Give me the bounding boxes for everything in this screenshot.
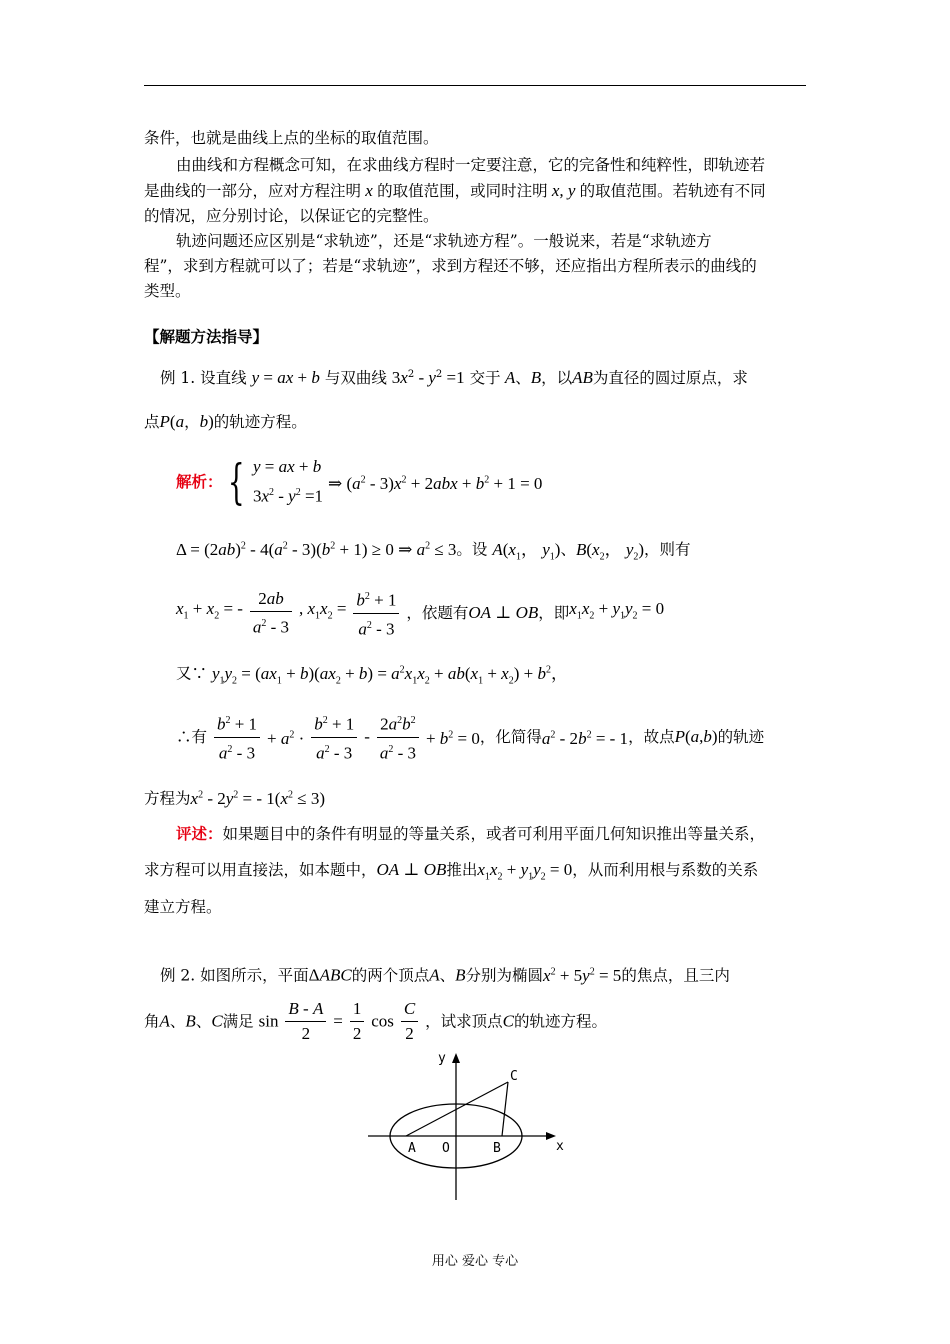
paragraph-line: 条件，也就是曲线上点的坐标的取值范围。 [144, 129, 439, 147]
section-heading: 【解题方法指导】 [144, 327, 269, 346]
x-axis-arrow [546, 1132, 556, 1140]
answer-line: 方程为$x^2 - 2y^2$ = - $1(x^2 \le 3)$ [144, 788, 325, 808]
comment-label: 评述： [176, 824, 223, 843]
label-b: B [493, 1141, 501, 1156]
label-c: C [510, 1069, 518, 1084]
label-a: A [408, 1141, 416, 1156]
example-2-statement-cont: 角A、B、C满足 sin $\frac{B - A}{2}$ = $\frac{1}{2}$ cos $\frac{C}{2}$ ，试求顶点C的轨迹方程。 [144, 999, 608, 1043]
comment-line: 评述：如果题目中的条件有明显的等量关系，或者可利用平面几何知识推出等量关系， [176, 824, 766, 843]
comment-line: 求方程可以用直接法，如本题中，OA ⊥ OB推出$x_1x_2 + y_1y_2 = 0$，从而利用根与系数的关系 [144, 860, 759, 883]
vieta-line: $x_1 + x_2$ = - $\frac{2ab}{a^2 - 3}$ , $x_1x_2$ = $\frac{b^2 + 1}{a^2 - 3}$ ，依题有OA ⊥ OB，即$x_1x_2 + y_1y_2 = 0$ [176, 586, 664, 638]
product-line: 又∵ $y_1y_2 = (ax_1 + b)(ax_2 + b) = a^2x_1x_2 + ab(x_1 + x_2) + b^2$， [176, 663, 568, 687]
paragraph-line: 由曲线和方程概念可知，在求曲线方程时一定要注意，它的完备性和纯粹性，即轨迹若 [176, 156, 766, 174]
example-1-statement-cont: 点P(a，b)的轨迹方程。 [144, 412, 307, 431]
analysis-system: 解析： { y = ax + b $3x^2 - y^2 =1$ ⇒ $(a^2 - 3)x^2 + 2abx + b^2 + 1 = 0$ [176, 453, 543, 510]
side-bc [502, 1082, 508, 1136]
footer: 用心 爱心 专心 [431, 1254, 519, 1269]
example-2-statement: 例 2. 如图所示，平面ΔABC的两个顶点A、B分别为椭圆$x^2 + 5y^2 = 5$的焦点，且三内 [160, 965, 730, 985]
comment-line: 建立方程。 [144, 898, 222, 916]
y-axis-arrow [452, 1053, 460, 1063]
label-x: x [556, 1139, 564, 1154]
example-1-statement: 例 1. 设直线 y = ax + b 与双曲线 $3x^2 - y^2 =1$ 交于 A、B，以AB为直径的圆过原点，求 [160, 368, 748, 388]
ellipse-figure [360, 1050, 580, 1210]
therefore-line: ∴有 $\frac{b^2 + 1}{a^2 - 3}$ + $a^2$ · $\frac{b^2 + 1}{a^2 - 3}$ - $\frac{2a^2b^2}{a^2 - 3}$ + $b^2 = 0$，化简得$a^2 - 2b^2$ = - 1，故点P(a,b)的轨迹 [176, 710, 764, 762]
paragraph-line: 的情况，应分别讨论，以保证它的完整性。 [144, 207, 439, 225]
paragraph-line: 类型。 [144, 282, 191, 300]
paragraph-line: 是曲线的一部分，应对方程注明 x 的取值范围，或同时注明 x, y 的取值范围。若轨迹有不同 [144, 181, 766, 200]
paragraph-line: 程”，求到方程就可以了；若是“求轨迹”，求到方程还不够，还应指出方程所表示的曲线的 [144, 257, 757, 275]
label-o: O [442, 1141, 450, 1156]
label-y: y [438, 1051, 446, 1066]
delta-line: $\Delta = (2ab)^2 - 4(a^2 - 3)(b^2 + 1) \ge 0$ ⇒ $a^2 \le 3$。设 $A(x_1$， $y_1$)、$B(x_2$， $y_2$)，则有 [176, 539, 691, 563]
header-rule [144, 85, 806, 86]
analysis-label: 解析： [176, 471, 223, 491]
paragraph-line: 轨迹问题还应区别是“求轨迹”，还是“求轨迹方程”。一般说来，若是“求轨迹方 [176, 232, 712, 250]
